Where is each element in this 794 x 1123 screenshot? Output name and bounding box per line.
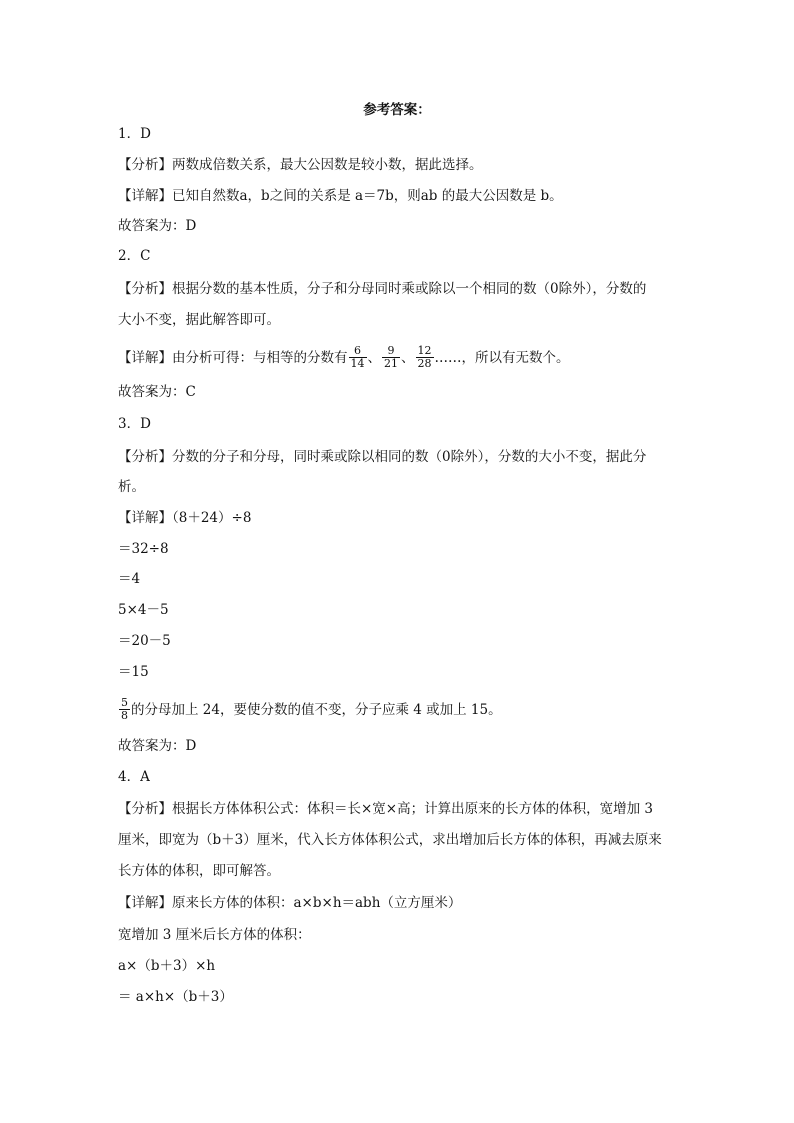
- q2-answer: 2．C: [118, 248, 151, 264]
- fraction-denominator: 28: [417, 357, 432, 370]
- q3-result: [118, 698, 678, 723]
- q3-step-1: 【详解】（8＋24）÷8: [118, 510, 252, 526]
- fraction-12-28: [416, 345, 434, 370]
- q4-analysis-line-1: 【分析】根据长方体体积公式：体积＝长×宽×高；计算出原来的长方体的体积，宽增加 3: [118, 801, 654, 817]
- q2-analysis-line-1: 【分析】根据分数的基本性质，分子和分母同时乘或除以一个相同的数（0除外），分数的: [118, 281, 647, 297]
- q3-analysis-line-2: 析。: [118, 479, 145, 495]
- q3-conclusion: 故答案为：D: [118, 738, 197, 754]
- q4-detail-line-3: a×（b＋3）×h: [118, 958, 216, 974]
- q2-detail: [118, 346, 678, 371]
- fraction-denominator: 8: [121, 709, 128, 722]
- fraction-denominator: 14: [350, 357, 365, 370]
- q3-result-text: 的分母加上 24，要使分数的值不变，分子应乘 4 或加上 15。: [131, 702, 502, 718]
- q3-analysis-line-1: 【分析】分数的分子和分母，同时乘或除以相同的数（0除外），分数的大小不变，据此分: [118, 449, 647, 465]
- fraction-denominator: 21: [384, 357, 398, 370]
- fraction-numerator: 6: [349, 345, 367, 358]
- q2-detail-prefix: 【详解】由分析可得：与相等的分数有: [118, 350, 348, 366]
- q3-step-4: 5×4－5: [118, 602, 169, 618]
- q1-analysis: 【分析】两数成倍数关系，最大公因数是较小数，据此选择。: [118, 157, 483, 173]
- q1-detail: 【详解】已知自然数a，b之间的关系是 a＝7b，则ab 的最大公因数是 b。: [118, 188, 563, 204]
- q4-detail-line-4: ＝ a×h×（b＋3）: [118, 989, 233, 1005]
- q2-detail-suffix: ……，所以有无数个。: [434, 350, 570, 366]
- q4-analysis-line-2: 厘米，即宽为（b＋3）厘米，代入长方体体积公式，求出增加后长方体的体积，再减去原来: [118, 832, 662, 848]
- q4-detail-line-1: 【详解】原来长方体的体积：a×b×h＝abh（立方厘米）: [118, 895, 462, 911]
- fraction-numerator: 5: [121, 696, 128, 709]
- q3-step-5: ＝20－5: [118, 633, 171, 649]
- fraction-numerator: 12: [417, 344, 432, 357]
- fraction-9-21: [382, 345, 400, 370]
- q3-step-2: ＝32÷8: [118, 541, 169, 557]
- q3-answer: 3．D: [118, 416, 151, 432]
- q1-answer: 1．D: [118, 126, 151, 142]
- q4-detail-line-2: 宽增加 3 厘米后长方体的体积：: [118, 927, 311, 943]
- fraction-6-14: [349, 345, 367, 370]
- q4-analysis-line-3: 长方体的体积，即可解答。: [118, 863, 280, 879]
- separator: 、: [367, 350, 381, 366]
- q2-conclusion: 故答案为：C: [118, 384, 196, 400]
- q3-step-6: ＝15: [118, 664, 149, 680]
- q3-step-3: ＝4: [118, 571, 141, 587]
- separator: 、: [401, 350, 415, 366]
- fraction-5-8: [119, 697, 130, 722]
- q1-conclusion: 故答案为：D: [118, 218, 197, 234]
- q2-analysis-line-2: 大小不变，据此解答即可。: [118, 312, 280, 328]
- q4-answer: 4．A: [118, 769, 150, 785]
- page-title: 参考答案：: [363, 102, 431, 118]
- fraction-numerator: 9: [382, 345, 400, 358]
